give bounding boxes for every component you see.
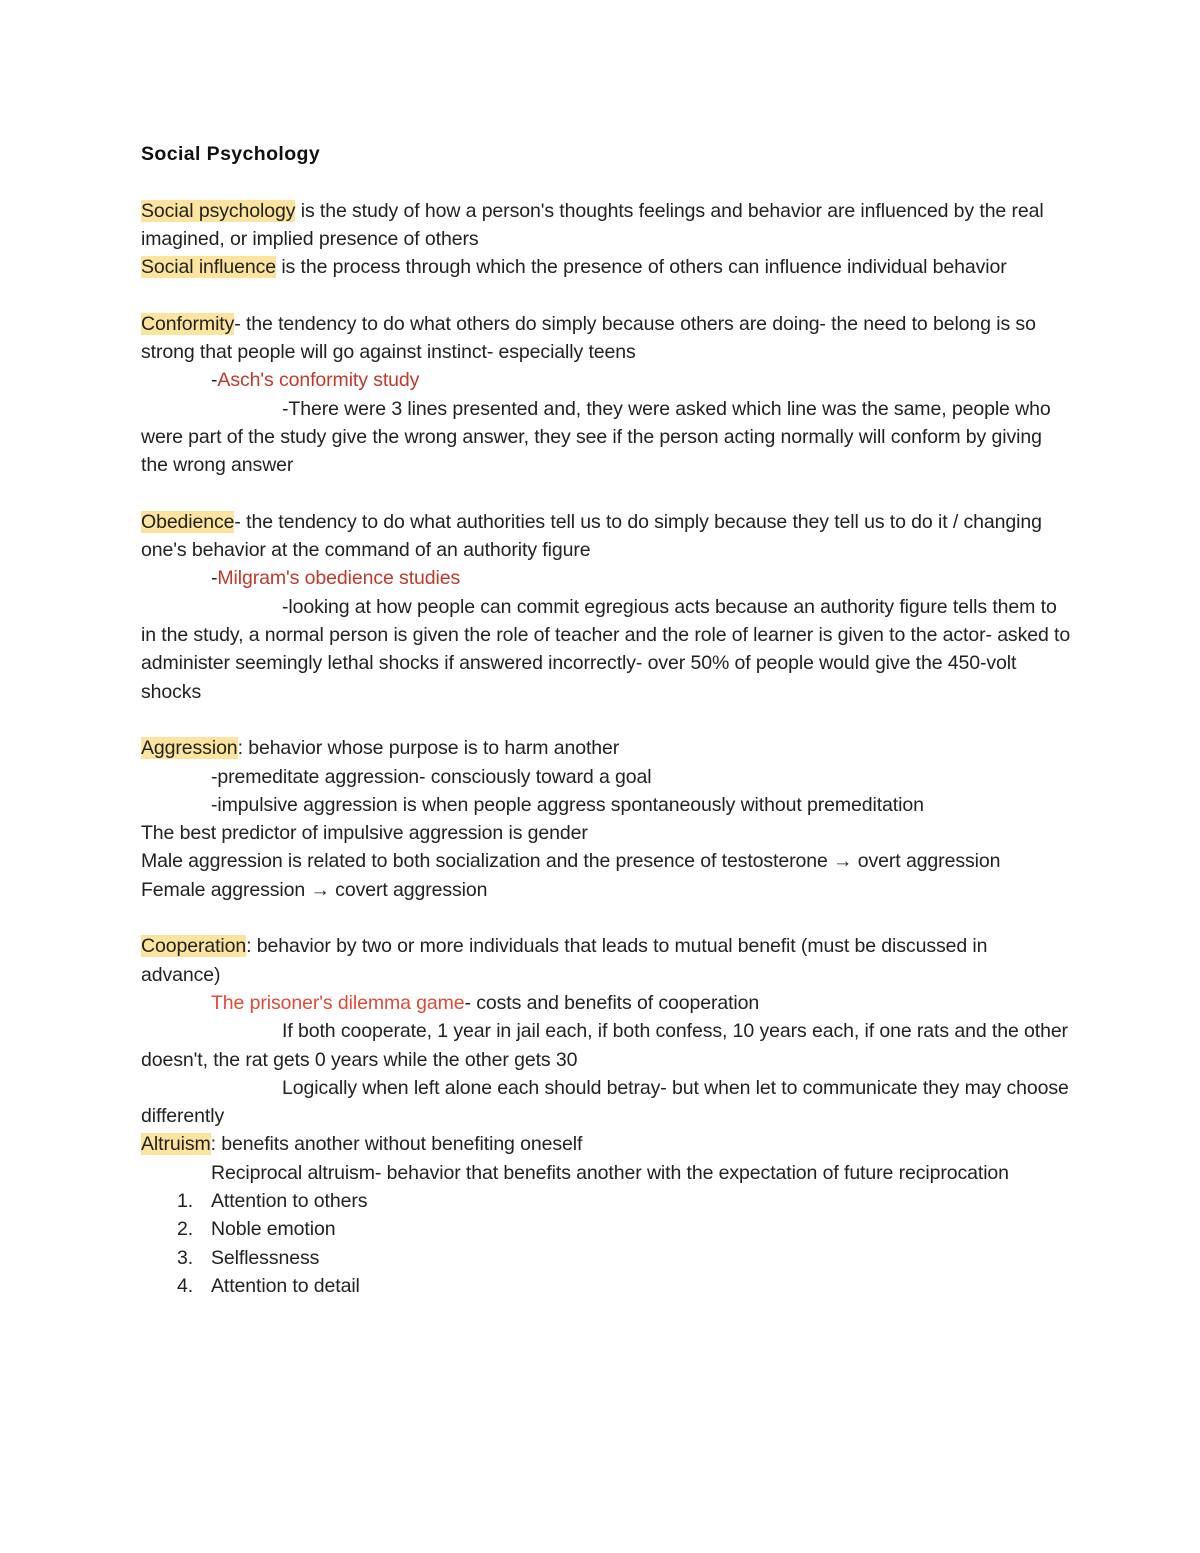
- study-prefix: -: [211, 567, 218, 590]
- study-name: Asch's conformity study: [217, 369, 420, 392]
- list-number: 3.: [177, 1246, 194, 1269]
- aggression-subitem: -impulsive aggression is when people aggress spontaneously without premeditation: [211, 793, 924, 816]
- highlighted-term: Social psychology: [141, 199, 296, 222]
- list-item: [141, 1272, 1071, 1300]
- definition-text: is the process through which the presence of others can influence individual behavior: [276, 256, 1007, 279]
- reciprocal-altruism: Reciprocal altruism- behavior that benefits another with the expectation of future reciprocation: [211, 1161, 1009, 1184]
- aggression-note: The best predictor of impulsive aggression is gender: [141, 822, 588, 845]
- study-name: Milgram's obedience studies: [217, 567, 461, 590]
- study-asch: [141, 366, 1071, 394]
- highlighted-term: Conformity: [141, 312, 235, 335]
- spacer: [141, 706, 1071, 734]
- study-detail: -looking at how people can commit egregious acts because an authority figure tells them to in the study, a normal person is given the role of teacher and the role of learner is given to the actor- asked to administer seemingly lethal shocks if answered incorrectly- over 50% of people would give the 450-volt shocks: [141, 595, 1071, 703]
- definition-text: : behavior by two or more individuals that leads to mutual benefit (must be discussed in advance): [141, 935, 988, 986]
- definition-text: : behavior whose purpose is to harm another: [237, 737, 620, 760]
- list-label: Attention to detail: [211, 1274, 360, 1297]
- list-label: Noble emotion: [211, 1218, 336, 1241]
- list-item: [141, 1187, 1071, 1215]
- definition-social-influence: [141, 253, 1071, 281]
- definition-text: is the study of how a person's thoughts feelings and behavior are influenced by the real imagined, or implied presence of others: [141, 199, 1044, 250]
- highlighted-term: Aggression: [141, 737, 238, 760]
- definition-social-psychology: [141, 197, 1071, 254]
- game-name: The prisoner's dilemma game: [211, 991, 465, 1014]
- aggression-note: Female aggression → covert aggression: [141, 878, 488, 901]
- spacer: [141, 904, 1071, 932]
- spacer: [141, 281, 1071, 309]
- list-number: 1.: [177, 1189, 194, 1212]
- list-number: 4.: [177, 1274, 194, 1297]
- cooperation-detail: Logically when left alone each should betray- but when let to communicate they may choose differently: [141, 1076, 1069, 1128]
- document-page: [141, 140, 1071, 1300]
- highlighted-term: Cooperation: [141, 935, 247, 958]
- definition-text: - the tendency to do what others do simply because others are doing- the need to belong is so strong that people will go against instinct- especially teens: [141, 312, 1036, 364]
- definition-cooperation: [141, 932, 1071, 989]
- list-item: [141, 1244, 1071, 1272]
- aggression-note: Male aggression is related to both socialization and the presence of testosterone → overt aggression: [141, 850, 1001, 873]
- study-prefix: -: [211, 369, 218, 392]
- game-text: - costs and benefits of cooperation: [464, 991, 760, 1014]
- definition-obedience: [141, 508, 1071, 565]
- numbered-list: [141, 1187, 1071, 1300]
- list-label: Attention to others: [211, 1189, 368, 1212]
- definition-aggression: [141, 734, 1071, 762]
- study-detail: -There were 3 lines presented and, they were asked which line was the same, people who were part of the study give the wrong answer, they see if the person acting normally will conform by giving the wrong answer: [141, 397, 1051, 477]
- definition-altruism: [141, 1130, 1071, 1158]
- list-number: 2.: [177, 1218, 194, 1241]
- study-milgram: [141, 564, 1071, 592]
- aggression-subitem: -premeditate aggression- consciously toward a goal: [211, 765, 652, 788]
- document-title: Social Psychology: [141, 143, 321, 165]
- spacer: [141, 480, 1071, 508]
- prisoners-dilemma: [141, 989, 1071, 1017]
- definition-text: - the tendency to do what authorities tell us to do simply because they tell us to do it / changing one's behavior at the command of an authority figure: [141, 510, 1042, 562]
- cooperation-detail: If both cooperate, 1 year in jail each, if both confess, 10 years each, if one rats and the other doesn't, the rat gets 0 years while the other gets 30: [141, 1020, 1068, 1071]
- definition-conformity: [141, 310, 1071, 367]
- list-item: [141, 1215, 1071, 1243]
- highlighted-term: Altruism: [141, 1133, 211, 1156]
- definition-text: : benefits another without benefiting oneself: [210, 1133, 583, 1156]
- highlighted-term: Obedience: [141, 510, 235, 533]
- highlighted-term: Social influence: [141, 256, 276, 279]
- list-label: Selflessness: [211, 1246, 320, 1269]
